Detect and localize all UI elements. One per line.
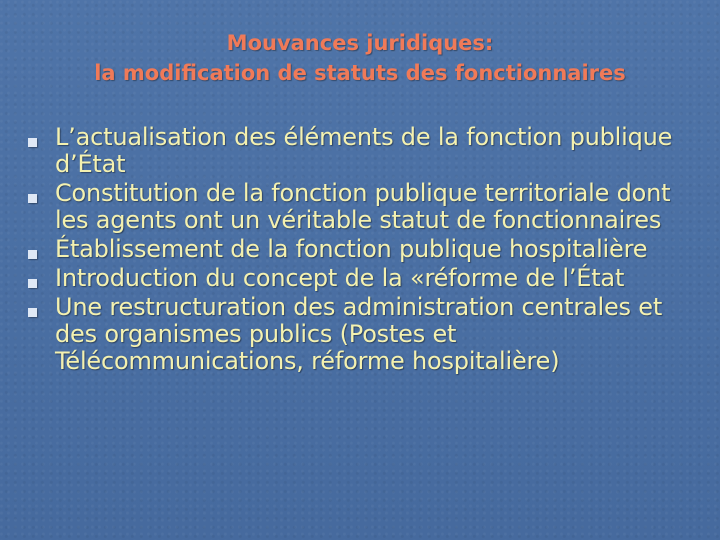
bullet-text: L’actualisation des éléments de la fonction publique d’État bbox=[55, 123, 673, 178]
list-item bbox=[26, 236, 706, 263]
bullet-text: Constitution de la fonction publique territoriale dont les agents ont un véritable statut de fonctionnaires bbox=[55, 179, 671, 234]
list-item bbox=[26, 180, 706, 234]
bullet-text: Établissement de la fonction publique hospitalière bbox=[55, 235, 648, 263]
list-item bbox=[26, 265, 706, 292]
square-bullet-icon bbox=[28, 279, 37, 288]
bullet-text: Une restructuration des administration centrales et des organismes publics (Postes et Télécommunications, réforme hospitalière) bbox=[55, 293, 663, 375]
square-bullet-icon bbox=[28, 138, 37, 147]
bullet-list bbox=[26, 124, 706, 375]
title-line-2: la modification de statuts des fonctionnaires bbox=[94, 61, 626, 85]
title-line-1: Mouvances juridiques: bbox=[226, 31, 494, 55]
slide-title bbox=[20, 28, 700, 88]
list-item bbox=[26, 294, 706, 375]
list-item bbox=[26, 124, 706, 178]
square-bullet-icon bbox=[28, 308, 37, 317]
bullet-text: Introduction du concept de la «réforme de l’État bbox=[55, 264, 625, 292]
square-bullet-icon bbox=[28, 194, 37, 203]
square-bullet-icon bbox=[28, 250, 37, 259]
